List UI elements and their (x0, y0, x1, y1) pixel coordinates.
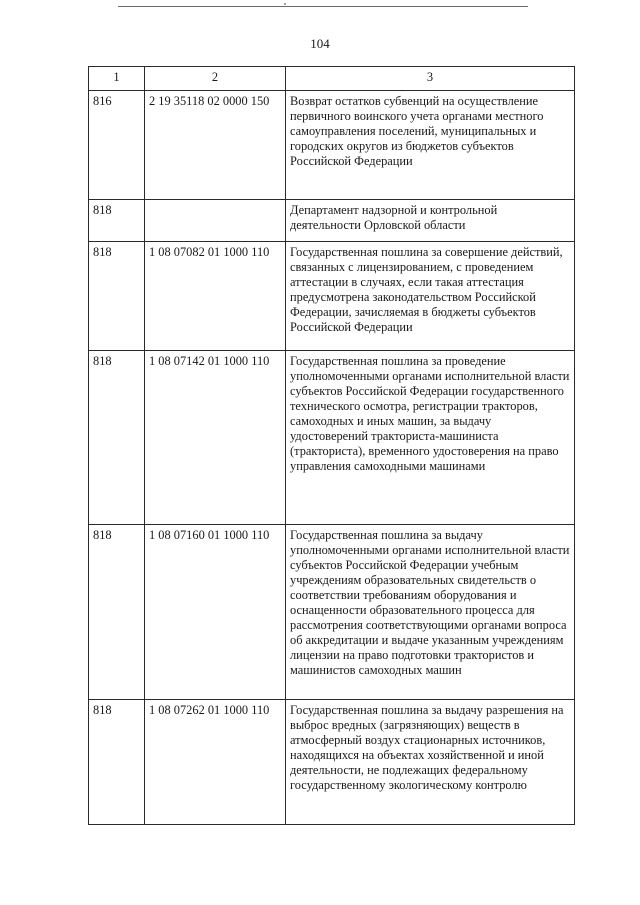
description-cell: Государственная пошлина за проведение уполномоченными органами исполнительной власти субъектов Российской Федерации государственного технического осмотра, регистрации тракторов, самоходных и иных машин, за выдачу удостоверений тракториста-машиниста (тракториста), временного удостоверения на право управления самоходными машинами (286, 351, 575, 525)
table-row (89, 91, 575, 200)
column-header-2: 2 (145, 67, 286, 91)
budget-code-cell: 1 08 07142 01 1000 110 (145, 351, 286, 525)
table-row (89, 200, 575, 242)
page-number: 104 (310, 36, 330, 51)
admin-code-cell: 818 (89, 525, 145, 700)
table-header-row (89, 67, 575, 91)
column-header-1: 1 (89, 67, 145, 91)
description-cell: Государственная пошлина за совершение действий, связанных с лицензированием, с проведением аттестации в случаях, если такая аттестация предусмотрена законодательством Российской Федерации, зачисляемая в бюджеты субъектов Российской Федерации (286, 242, 575, 351)
admin-code-cell: 816 (89, 91, 145, 200)
admin-code-cell: 818 (89, 351, 145, 525)
description-cell: Возврат остатков субвенций на осуществление первичного воинского учета органами местного самоуправления поселений, муниципальных и городских округов из бюджетов субъектов Российской Федерации (286, 91, 575, 200)
column-header-3: 3 (286, 67, 575, 91)
table-row (89, 700, 575, 825)
table-row (89, 242, 575, 351)
budget-code-cell: 1 08 07262 01 1000 110 (145, 700, 286, 825)
admin-code-cell: 818 (89, 242, 145, 351)
admin-code-cell: 818 (89, 200, 145, 242)
description-cell: Государственная пошлина за выдачу разрешения на выброс вредных (загрязняющих) веществ в атмосферный воздух стационарных источников, находящихся на объектах хозяйственной и иной деятельности, не подлежащих федеральному государственному экологическому контролю (286, 700, 575, 825)
budget-code-cell: 1 08 07160 01 1000 110 (145, 525, 286, 700)
top-rule (118, 6, 528, 7)
table-row (89, 351, 575, 525)
budget-code-cell: 1 08 07082 01 1000 110 (145, 242, 286, 351)
scan-speck (284, 3, 286, 5)
revenue-codes-table (88, 66, 575, 825)
table-row (89, 525, 575, 700)
budget-code-cell: 2 19 35118 02 0000 150 (145, 91, 286, 200)
admin-code-cell: 818 (89, 700, 145, 825)
description-cell: Департамент надзорной и контрольной деятельности Орловской области (286, 200, 575, 242)
budget-code-cell (145, 200, 286, 242)
description-cell: Государственная пошлина за выдачу уполномоченными органами исполнительной власти субъектов Российской Федерации учебным учреждениям образовательных свидетельств о соответствии требованиям оборудования и оснащенности образовательного процесса для рассмотрения соответствующими органами вопроса об аккредитации и выдаче указанным учреждениям лицензии на право подготовки трактористов и машинистов самоходных машин (286, 525, 575, 700)
